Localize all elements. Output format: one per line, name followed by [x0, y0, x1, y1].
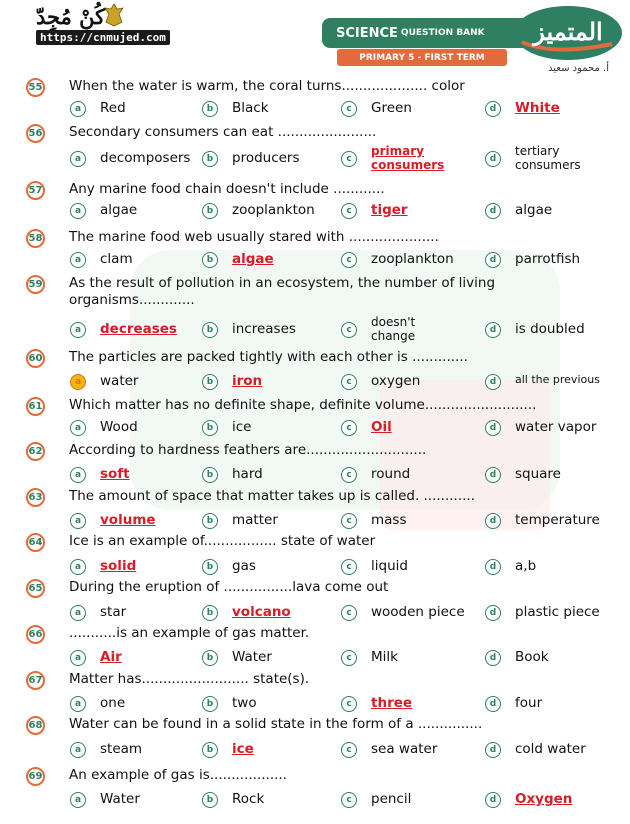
question-number: 59: [26, 275, 45, 294]
question-text: The amount of space that matter takes up is called. ............: [69, 488, 476, 504]
option-letter-badge: d: [485, 513, 501, 529]
option-letter-badge: a: [70, 151, 86, 167]
question-number: 66: [26, 625, 45, 644]
option-letter-badge: a: [70, 203, 86, 219]
logo-url: https://cnmujed.com: [36, 30, 170, 45]
option-text: water: [100, 373, 139, 389]
question-number: 55: [26, 78, 45, 97]
correct-answer-text: tiger: [371, 202, 408, 218]
question-text: Ice is an example of................. state of water: [69, 533, 376, 549]
option-text: liquid: [371, 558, 408, 574]
option-letter-badge: d: [485, 605, 501, 621]
subject-subtitle: QUESTION BANK: [400, 28, 485, 38]
question-text: Water can be found in a solid state in the form of a ...............: [69, 716, 483, 732]
option-text: star: [100, 604, 127, 620]
option-letter-badge: d: [485, 322, 501, 338]
option-letter-badge: a: [70, 650, 86, 666]
option-letter-badge: a: [70, 742, 86, 758]
brand-logo: [512, 4, 624, 62]
option-letter-badge: c: [341, 374, 357, 390]
subject-title: SCIENCE: [336, 25, 398, 41]
option-text: Water: [100, 791, 140, 807]
option-letter-badge: b: [202, 101, 218, 117]
option-letter-badge: a: [70, 252, 86, 268]
correct-answer-text: Air: [100, 649, 122, 665]
option-text: algae: [515, 202, 553, 218]
option-text: water vapor: [515, 419, 597, 435]
correct-answer-text: algae: [232, 251, 274, 267]
option-letter-badge: d: [485, 792, 501, 808]
option-text: is doubled: [515, 321, 585, 337]
option-text: two: [232, 695, 257, 711]
question-number: 61: [26, 397, 45, 416]
option-text: Green: [371, 100, 412, 116]
option-letter-badge: b: [202, 559, 218, 575]
option-letter-badge: c: [341, 101, 357, 117]
option-letter-badge: c: [341, 696, 357, 712]
option-letter-badge: d: [485, 650, 501, 666]
question-text: Any marine food chain doesn't include ............: [69, 181, 385, 197]
option-letter-badge: b: [202, 696, 218, 712]
option-letter-badge: d: [485, 374, 501, 390]
option-text: tertiary consumers: [515, 144, 581, 172]
option-text: zooplankton: [232, 202, 315, 218]
option-text: round: [371, 466, 411, 482]
option-letter-badge: a: [70, 513, 86, 529]
option-text: steam: [100, 741, 143, 757]
option-letter-badge: a: [70, 792, 86, 808]
option-letter-badge: b: [202, 203, 218, 219]
eagle-icon: [103, 2, 125, 28]
option-letter-badge: d: [485, 696, 501, 712]
option-letter-badge: a: [70, 322, 86, 338]
option-text: hard: [232, 466, 263, 482]
option-letter-badge: a: [70, 101, 86, 117]
option-text: cold water: [515, 741, 586, 757]
correct-answer-text: decreases: [100, 321, 177, 337]
option-text: Book: [515, 649, 549, 665]
option-letter-badge: d: [485, 203, 501, 219]
option-letter-badge: a: [70, 420, 86, 436]
question-text: Which matter has no definite shape, definite volume..........................: [69, 397, 537, 413]
option-letter-badge: c: [341, 650, 357, 666]
option-letter-badge: b: [202, 420, 218, 436]
option-text: Rock: [232, 791, 265, 807]
option-text: oxygen: [371, 373, 421, 389]
option-letter-badge: b: [202, 742, 218, 758]
option-letter-badge: b: [202, 252, 218, 268]
option-letter-badge: d: [485, 151, 501, 167]
option-letter-badge: d: [485, 101, 501, 117]
option-text: Red: [100, 100, 126, 116]
option-text: four: [515, 695, 543, 711]
option-letter-badge: a: [70, 467, 86, 483]
option-text: plastic piece: [515, 604, 600, 620]
option-text: increases: [232, 321, 296, 337]
question-number: 69: [26, 767, 45, 786]
question-text: When the water is warm, the coral turns.................... color: [69, 78, 465, 94]
page-header: [0, 0, 630, 78]
question-number: 57: [26, 181, 45, 200]
question-text: Matter has......................... state(s).: [69, 671, 310, 687]
correct-answer-text: Oil: [371, 419, 392, 435]
option-letter-badge: c: [341, 467, 357, 483]
term-label: PRIMARY 5 - FIRST TERM: [337, 49, 507, 66]
option-text: pencil: [371, 791, 412, 807]
question-text: Secondary consumers can eat .......................: [69, 124, 377, 140]
option-text: gas: [232, 558, 256, 574]
option-letter-badge: b: [202, 605, 218, 621]
option-letter-badge: d: [485, 252, 501, 268]
option-letter-badge: d: [485, 420, 501, 436]
svg-text:المتميز: المتميز: [533, 17, 603, 46]
question-number: 63: [26, 488, 45, 507]
option-text: parrotfish: [515, 251, 581, 267]
correct-answer-text: primary consumers: [371, 144, 445, 172]
option-letter-badge: b: [202, 513, 218, 529]
option-letter-badge: d: [485, 467, 501, 483]
correct-answer-text: soft: [100, 466, 130, 482]
option-letter-badge: c: [341, 513, 357, 529]
subject-banner: [322, 18, 528, 48]
option-text: wooden piece: [371, 604, 465, 620]
option-letter-badge: c: [341, 742, 357, 758]
option-text: zooplankton: [371, 251, 454, 267]
option-text: all the previous: [515, 373, 600, 386]
question-text: An example of gas is..................: [69, 767, 287, 783]
option-text: doesn't change: [371, 315, 416, 343]
option-text: decomposers: [100, 150, 191, 166]
option-letter-badge: d: [485, 559, 501, 575]
option-text: algae: [100, 202, 138, 218]
option-text: one: [100, 695, 126, 711]
option-letter-badge: a: [70, 605, 86, 621]
option-letter-badge: c: [341, 420, 357, 436]
correct-answer-text: White: [515, 100, 560, 116]
option-text: Wood: [100, 419, 138, 435]
option-text: producers: [232, 150, 300, 166]
option-text: Water: [232, 649, 272, 665]
question-text: The marine food web usually stared with .....................: [69, 229, 439, 245]
question-number: 60: [26, 349, 45, 368]
option-letter-badge: c: [341, 203, 357, 219]
question-number: 62: [26, 442, 45, 461]
question-text: As the result of pollution in an ecosystem, the number of living: [69, 275, 496, 291]
option-letter-badge: b: [202, 374, 218, 390]
correct-answer-text: three: [371, 695, 413, 711]
question-number: 58: [26, 229, 45, 248]
option-text: ice: [232, 419, 252, 435]
option-letter-badge: c: [341, 792, 357, 808]
correct-answer-text: volume: [100, 512, 156, 528]
option-letter-badge: c: [341, 252, 357, 268]
question-number: 67: [26, 671, 45, 690]
option-text: Milk: [371, 649, 398, 665]
option-letter-badge: b: [202, 151, 218, 167]
question-number: 56: [26, 124, 45, 143]
logo-arabic: كُنْ مُجِدّ: [36, 4, 106, 29]
option-letter-badge: c: [341, 151, 357, 167]
correct-answer-text: volcano: [232, 604, 291, 620]
option-letter-badge: a: [70, 374, 86, 390]
author-name: أ. محمود سعيد: [548, 63, 609, 74]
question-text: During the eruption of ................lava come out: [69, 579, 389, 595]
option-letter-badge: c: [341, 322, 357, 338]
correct-answer-text: Oxygen: [515, 791, 573, 807]
question-text: The particles are packed tightly with each other is .............: [69, 349, 468, 365]
correct-answer-text: solid: [100, 558, 137, 574]
correct-answer-text: ice: [232, 741, 254, 757]
question-text-line2: organisms.............: [69, 292, 195, 308]
option-text: mass: [371, 512, 407, 528]
option-text: matter: [232, 512, 278, 528]
question-number: 64: [26, 533, 45, 552]
option-text: clam: [100, 251, 133, 267]
option-text: square: [515, 466, 561, 482]
question-text: ...........is an example of gas matter.: [69, 625, 310, 641]
option-text: Black: [232, 100, 269, 116]
option-text: a,b: [515, 558, 537, 574]
option-letter-badge: b: [202, 792, 218, 808]
option-letter-badge: a: [70, 696, 86, 712]
option-letter-badge: c: [341, 605, 357, 621]
option-letter-badge: d: [485, 742, 501, 758]
option-letter-badge: b: [202, 467, 218, 483]
option-letter-badge: a: [70, 559, 86, 575]
option-letter-badge: c: [341, 559, 357, 575]
correct-answer-text: iron: [232, 373, 263, 389]
question-number: 65: [26, 579, 45, 598]
option-letter-badge: b: [202, 650, 218, 666]
question-text: According to hardness feathers are............................: [69, 442, 427, 458]
option-text: sea water: [371, 741, 438, 757]
option-text: temperature: [515, 512, 600, 528]
option-letter-badge: b: [202, 322, 218, 338]
question-number: 68: [26, 716, 45, 735]
